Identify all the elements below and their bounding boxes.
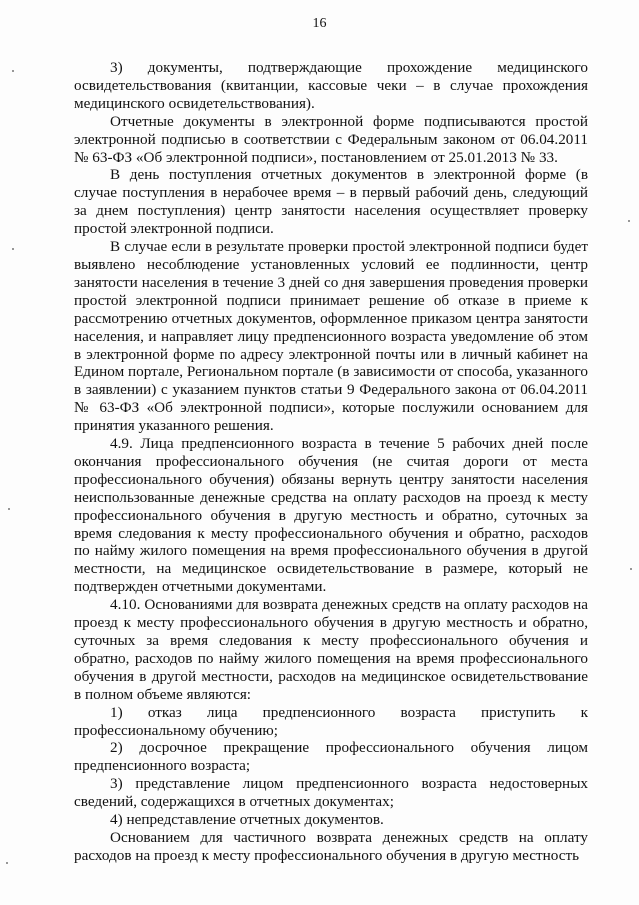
scan-margin-dot — [8, 508, 10, 510]
page-number: 16 — [312, 16, 327, 31]
paragraph-signature-check: В день поступления отчетных документов в электронной форме (в случае поступления в нерабочее время – в первый рабочий день, следующий за днем поступления) центр занятости населения осуществляет проверку простой электронной подписи. — [74, 166, 588, 238]
scan-margin-dot — [630, 568, 632, 570]
scan-margin-dot — [6, 862, 8, 864]
scan-margin-dot — [12, 248, 14, 250]
document-body — [74, 59, 588, 865]
paragraph-section-4-10: 4.10. Основаниями для возврата денежных средств на оплату расходов на проезд к месту профессионального обучения в другую местность и обратно, суточных за время следования к месту профессионального обучения и обратно, расходов по найму жилого помещения на время профессионального обучения в другой местности, расходов на медицинское освидетельствование в полном объеме являются: — [74, 596, 588, 703]
list-item-no-documents: 4) непредставление отчетных документов. — [110, 811, 384, 829]
paragraph-partial-return: Основанием для частичного возврата денежных средств на оплату расходов на проезд к месту профессионального обучения в другую местность — [74, 828, 588, 864]
paragraph-documents-medical: 3) документы, подтверждающие прохождение медицинского освидетельствования (квитанции, кассовые чеки – в случае прохождения медицинского освидетельствования). — [74, 59, 588, 112]
paragraph-refusal-decision: В случае если в результате проверки простой электронной подписи будет выявлено несоблюдение установленных условий ее подлинности, центр занятости населения в течение 3 дней со дня завершения проведения проверки простой электронной подписи принимает решение об отказе в приеме к рассмотрению отчетных документов, оформленное приказом центра занятости населения, и направляет лицу предпенсионного возраста уведомление об этом в электронной форме по адресу электронной почты или в личный кабинет на Едином портале, Региональном портале (в зависимости от способа, указанного в заявлении) с указанием пунктов статьи 9 Федерального закона от 06.04.2011 № 63-ФЗ «Об электронной подписи», которые послужили основанием для принятия указанного решения. — [74, 238, 588, 435]
list-item-false-information: 3) представление лицом предпенсионного возраста недостоверных сведений, содержащихся в отчетных документах; — [74, 775, 588, 811]
list-item-early-termination: 2) досрочное прекращение профессионального обучения лицом предпенсионного возраста; — [74, 739, 588, 775]
scan-margin-dot — [12, 70, 14, 72]
scan-margin-dot — [628, 220, 630, 222]
paragraph-electronic-signature: Отчетные документы в электронной форме подписываются простой электронной подписью в соответствии с Федеральным законом от 06.04.2011 № 63-ФЗ «Об электронной подписи», постановлением от 25.01.2013 № 33. — [74, 112, 588, 166]
paragraph-section-4-9: 4.9. Лица предпенсионного возраста в течение 5 рабочих дней после окончания профессионального обучения (не считая дороги от места профессионального обучения) обязаны вернуть центру занятости населения неиспользованные денежные средства на оплату расходов на проезд к месту профессионального обучения в другую местность и обратно, суточных за время следования к месту профессионального обучения и обратно, расходов по найму жилого помещения на время профессионального обучения в другой местности, на медицинское освидетельствование в размере, который не подтвержден отчетными документами. — [74, 435, 588, 596]
list-item-refusal: 1) отказ лица предпенсионного возраста приступить к профессиональному обучению; — [74, 703, 588, 739]
